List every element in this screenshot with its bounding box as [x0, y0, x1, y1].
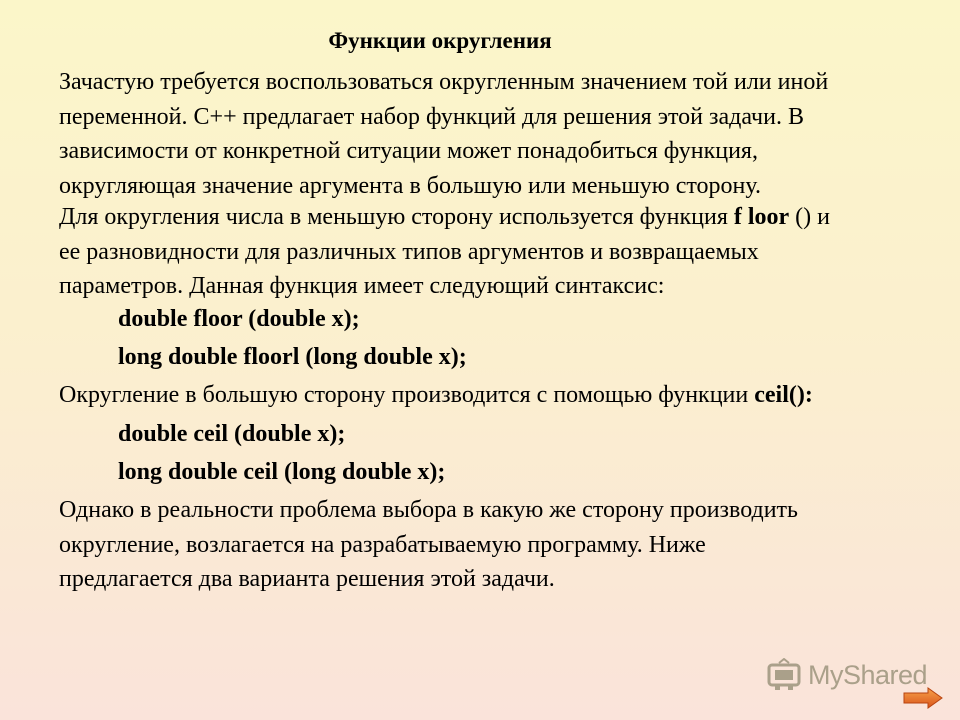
watermark-text: MyShared [808, 659, 928, 690]
paragraph-line: Однако в реальности проблема выбора в какую же сторону производить [59, 497, 798, 523]
code-floorl: long double floorl (long double x); [118, 344, 467, 370]
function-name-ceil: ceil(): [754, 382, 813, 408]
paragraph-line: зависимости от конкретной ситуации может понадобиться функция, [59, 138, 758, 164]
paragraph-line: Зачастую требуется воспользоваться округленным значением той или иной [59, 69, 829, 95]
function-name-floor: f loor [733, 204, 790, 230]
paragraph-ceil [59, 378, 929, 413]
paragraph-line: округляющая значение аргумента в большую или меньшую сторону. [59, 172, 761, 199]
code-ceil: double ceil (double x); [118, 421, 346, 447]
myshared-logo-icon [766, 658, 802, 692]
paragraph-line: предлагается два варианта решения этой задачи. [59, 566, 555, 592]
paragraph-conclusion [59, 493, 929, 597]
paragraph-line: ее разновидности для различных типов аргументов и возвращаемых [59, 238, 759, 265]
code-floor: double floor (double x); [118, 306, 360, 332]
paragraph-text: Округление в большую сторону производится с помощью функции [59, 382, 755, 408]
paragraph-text: () и [789, 204, 830, 230]
paragraph-line: параметров. Данная функция имеет следующий синтаксис: [59, 273, 665, 299]
right-arrow-icon[interactable] [903, 687, 943, 709]
paragraph-text: Для округления числа в меньшую сторону используется функция [59, 204, 734, 230]
paragraph-intro [59, 65, 929, 203]
paragraph-line: округление, возлагается на разрабатываемую программу. Ниже [59, 531, 706, 558]
slide-title: Функции округления [328, 28, 552, 53]
code-ceil-long: long double ceil (long double x); [118, 459, 446, 485]
paragraph-line [59, 200, 929, 235]
paragraph-floor [59, 200, 929, 304]
paragraph-line: переменной. С++ предлагает набор функций для решения этой задачи. В [59, 103, 804, 130]
